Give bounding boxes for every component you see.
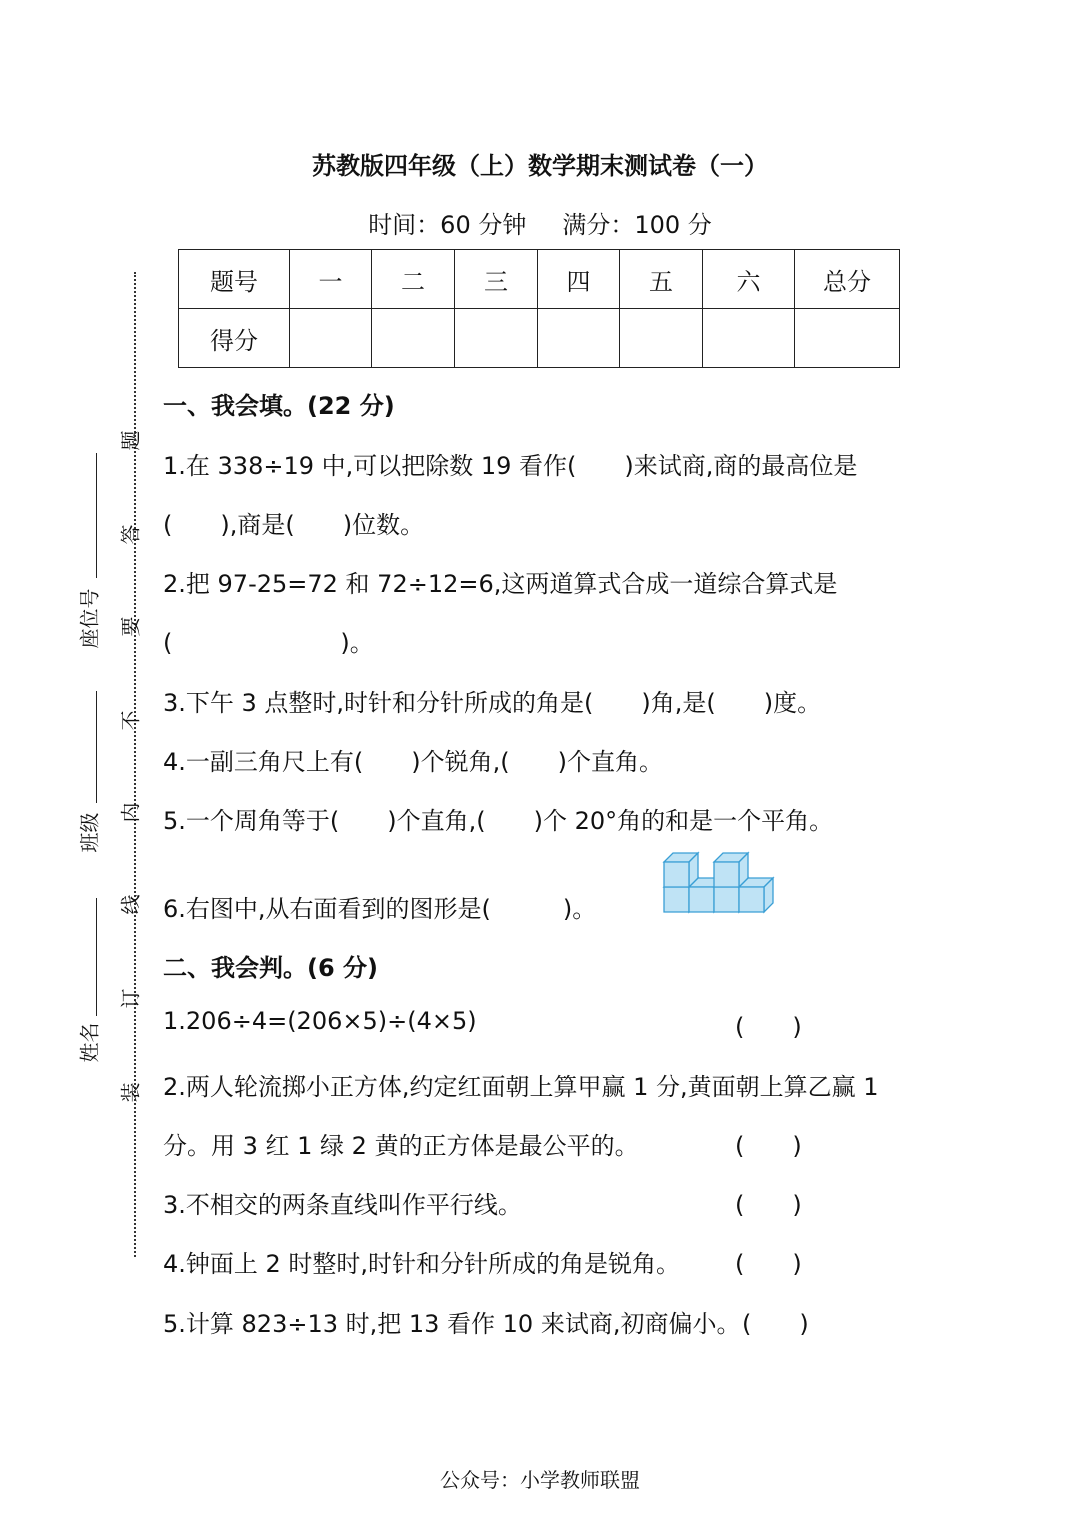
question-text: 分。用 3 红 1 绿 2 黄的正方体是最公平的。 [163, 1132, 639, 1160]
cube-face [739, 887, 764, 912]
seat-number-field-line[interactable] [96, 453, 97, 578]
question-text: 5.一个周角等于( )个直角,( )个 20°角的和是一个平角。 [163, 807, 834, 835]
question-text: 2.两人轮流掷小正方体,约定红面朝上算甲赢 1 分,黄面朝上算乙赢 1 [163, 1073, 879, 1101]
question-text: 3.不相交的两条直线叫作平行线。 [163, 1191, 522, 1219]
page-title: 苏教版四年级（上）数学期末测试卷（一） [312, 152, 768, 180]
score-table [178, 249, 900, 368]
question-text: 1.206÷4=(206×5)÷(4×5) [163, 1007, 477, 1035]
question-text: ( ),商是( )位数。 [163, 511, 425, 539]
answer-bracket[interactable]: ( ) [735, 1191, 802, 1219]
score-table-score-row [179, 309, 900, 368]
binding-char: 题 [118, 430, 143, 451]
binding-char: 不 [118, 710, 143, 731]
question-text: 1.在 338÷19 中,可以把除数 19 看作( )来试商,商的最高位是 [163, 452, 858, 480]
binding-char: 订 [118, 988, 143, 1009]
answer-bracket[interactable]: ( ) [742, 1310, 809, 1338]
cube-group [664, 853, 773, 912]
answer-bracket[interactable]: ( ) [735, 1132, 802, 1160]
question-text: 3.下午 3 点整时,时针和分针所成的角是( )角,是( )度。 [163, 689, 822, 717]
score-input-cell[interactable] [538, 309, 620, 368]
cube-stack-figure [662, 850, 778, 916]
seat-number-label: 座位号 [77, 588, 102, 649]
answer-bracket[interactable]: ( ) [735, 1013, 802, 1041]
class-field-line[interactable] [96, 691, 97, 803]
answer-bracket[interactable]: ( ) [735, 1250, 802, 1278]
header-cell: 三 [455, 250, 538, 309]
binding-dotted-line [134, 272, 136, 1257]
cube-face [689, 887, 714, 912]
name-field-line[interactable] [96, 898, 97, 1016]
cube-face [714, 862, 739, 887]
score-input-cell[interactable] [795, 309, 900, 368]
score-table-header-row [179, 250, 900, 309]
header-cell: 二 [372, 250, 455, 309]
question-text: 4.钟面上 2 时整时,时针和分针所成的角是锐角。 [163, 1250, 681, 1278]
binding-char: 内 [118, 802, 143, 823]
footer-credit: 公众号：小学教师联盟 [440, 1468, 640, 1492]
header-cell: 四 [538, 250, 620, 309]
binding-char: 要 [118, 616, 143, 637]
header-cell: 题号 [179, 250, 290, 309]
section-heading-fill: 一、我会填。(22 分) [163, 392, 395, 420]
binding-char: 答 [118, 524, 143, 545]
binding-char: 线 [118, 894, 143, 915]
cube-face [664, 862, 689, 887]
score-input-cell[interactable] [620, 309, 703, 368]
full-score: 满分：100 分 [562, 211, 712, 239]
question-text: ( )。 [163, 629, 374, 657]
score-input-cell[interactable] [703, 309, 795, 368]
cube-face [714, 887, 739, 912]
time-limit: 时间：60 分钟 [368, 211, 527, 239]
question-text: 5.计算 823÷13 时,把 13 看作 10 来试商,初商偏小。 [163, 1310, 741, 1338]
score-input-cell[interactable] [290, 309, 372, 368]
header-cell: 六 [703, 250, 795, 309]
header-cell: 总分 [795, 250, 900, 309]
header-cell: 五 [620, 250, 703, 309]
question-text: 4.一副三角尺上有( )个锐角,( )个直角。 [163, 748, 663, 776]
score-input-cell[interactable] [455, 309, 538, 368]
score-input-cell[interactable] [372, 309, 455, 368]
section-heading-judge: 二、我会判。(6 分) [163, 954, 378, 982]
question-text: 6.右图中,从右面看到的图形是( )。 [163, 895, 597, 923]
score-row-label: 得分 [179, 309, 290, 368]
class-label: 班级 [77, 812, 102, 853]
binding-char: 装 [118, 1082, 143, 1103]
exam-info [0, 205, 1080, 240]
header-cell: 一 [290, 250, 372, 309]
name-label: 姓名 [77, 1022, 102, 1063]
cube-face [664, 887, 689, 912]
question-text: 2.把 97-25=72 和 72÷12=6,这两道算式合成一道综合算式是 [163, 570, 838, 598]
